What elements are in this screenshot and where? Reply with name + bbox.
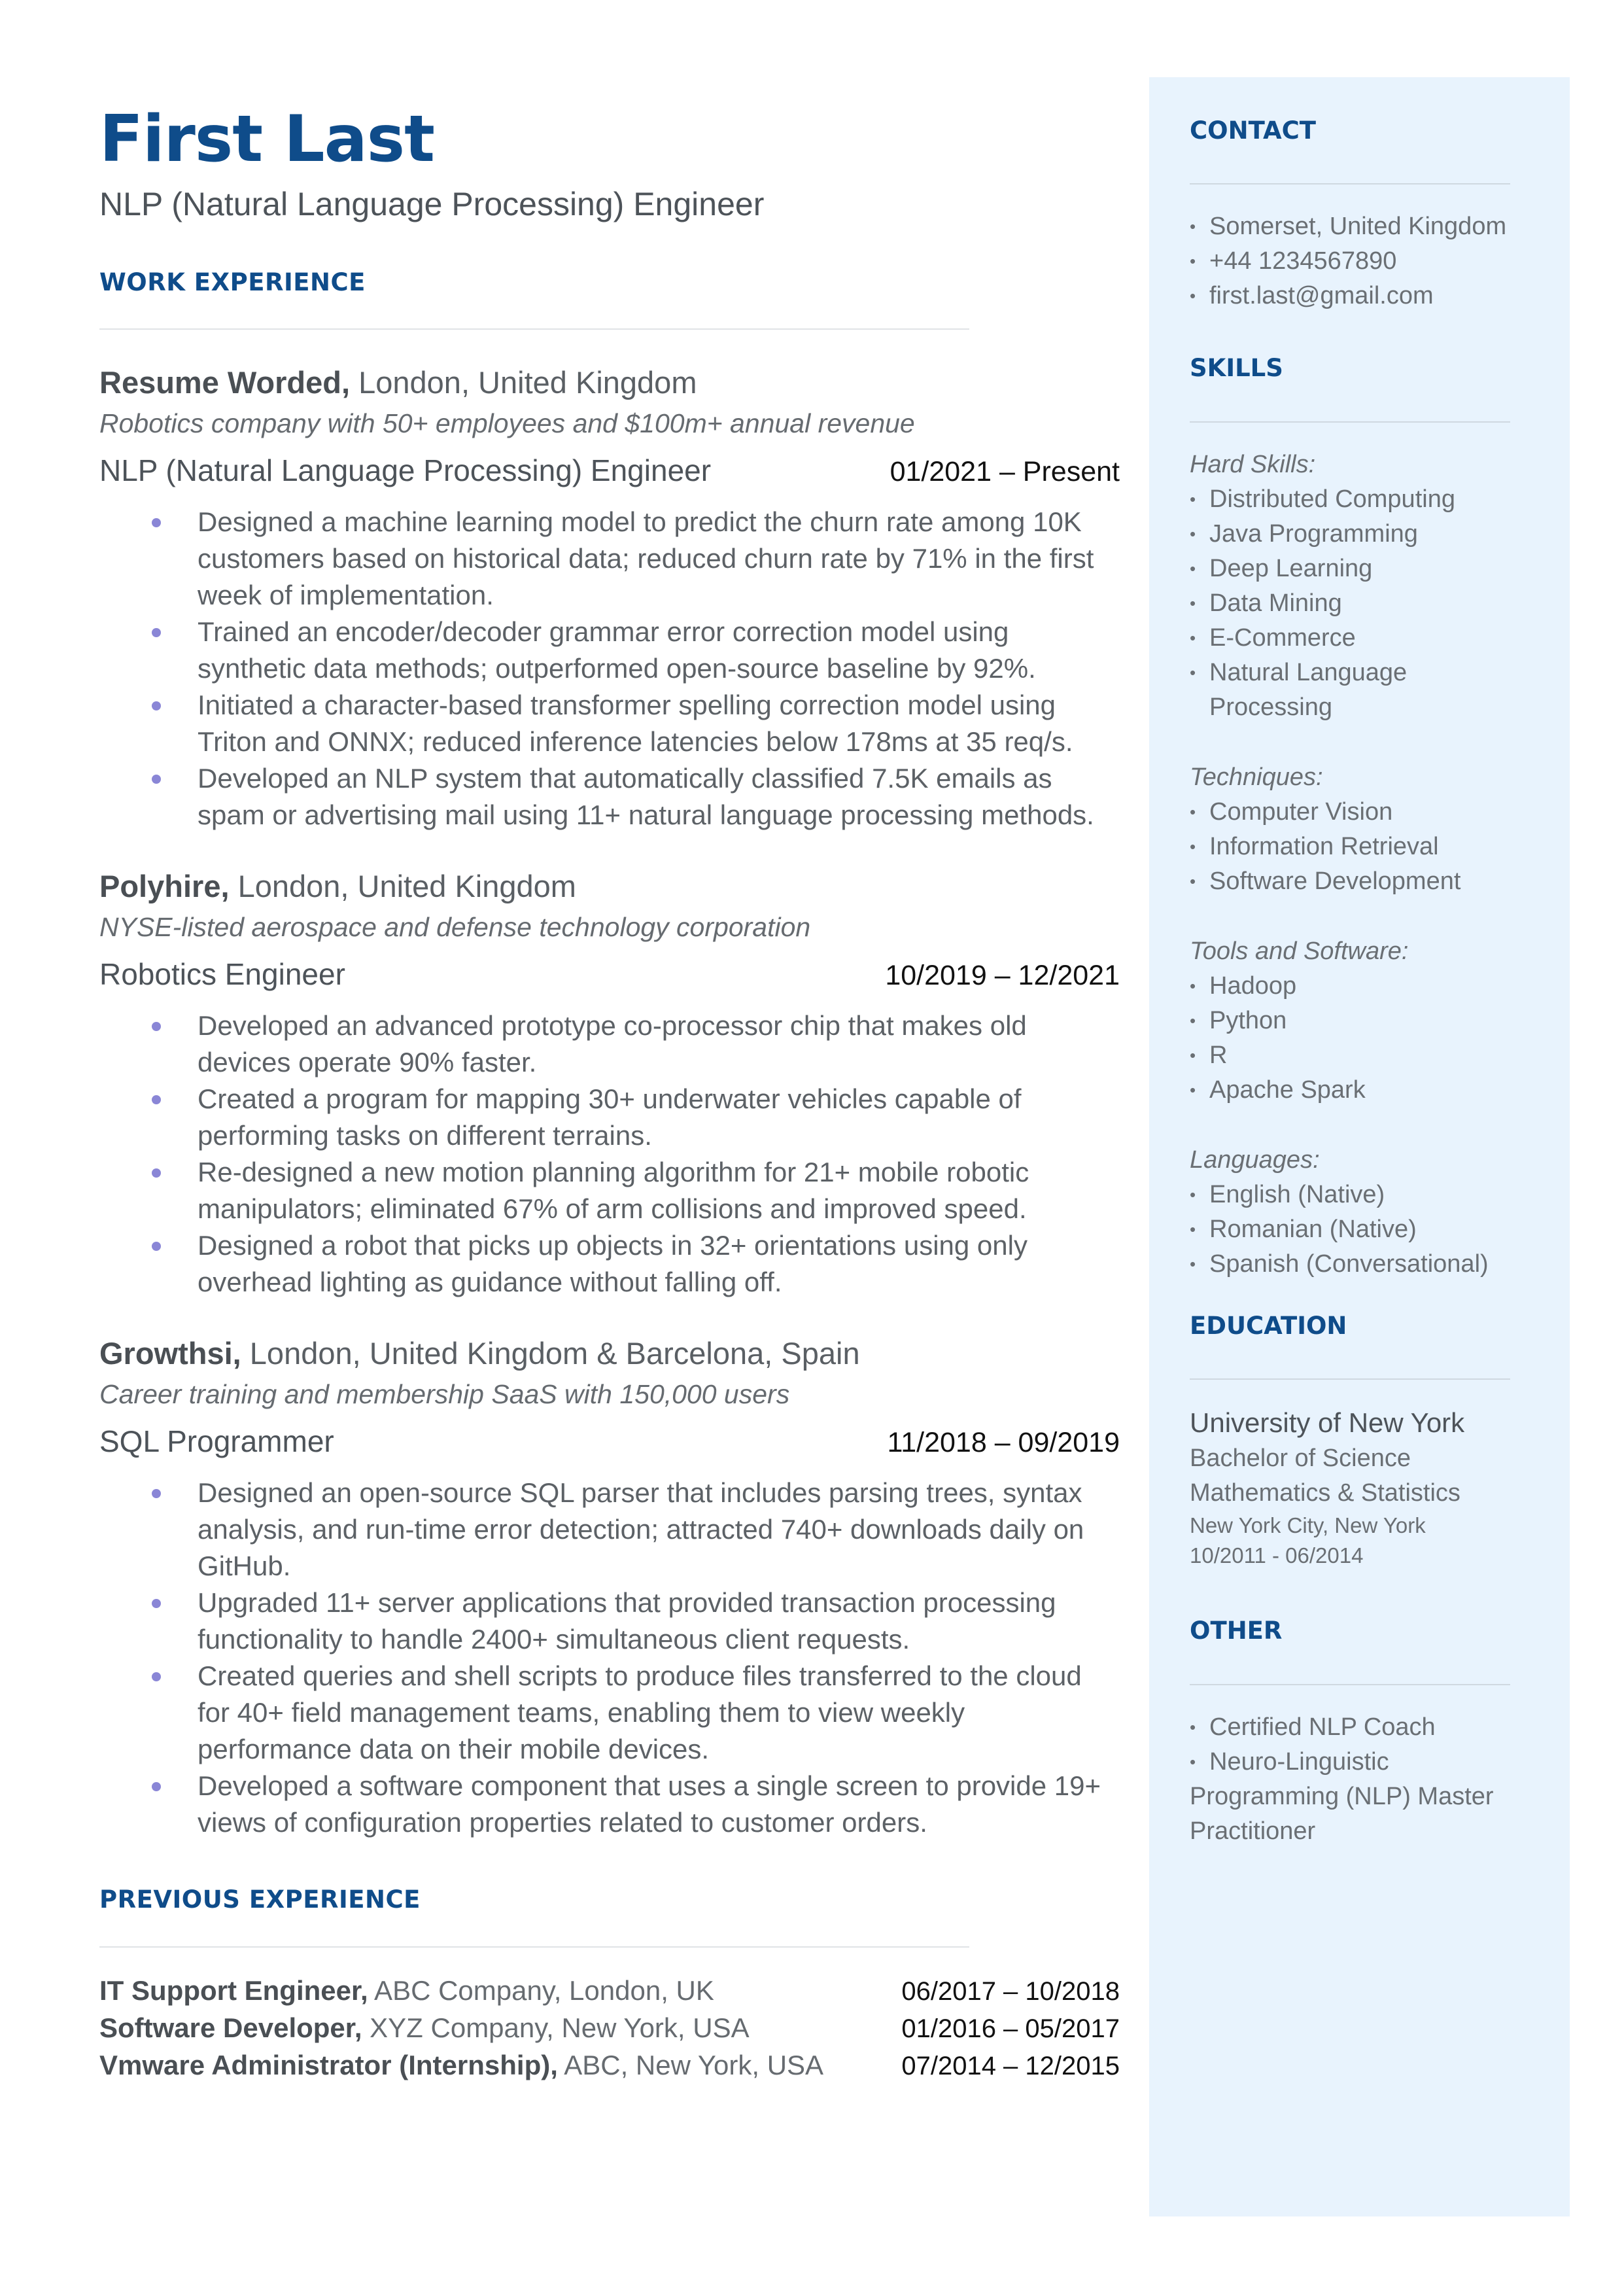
skill-item: • Java Programming — [1190, 517, 1530, 552]
achievement-item: Re-designed a new motion planning algorithm for 21+ mobile robotic manipulators; eliminated 67% of arm collisions and improved speed. — [99, 1154, 1120, 1227]
achievement-item: Designed a machine learning model to predict the churn rate among 10K customers based on historical data; reduced churn rate by 71% in the first week of implementation. — [99, 504, 1120, 614]
job-dates: 11/2018 – 09/2019 — [887, 1427, 1120, 1459]
company-description: Robotics company with 50+ employees and $100m+ annual revenue — [99, 408, 915, 438]
previous-role: Vmware Administrator (Internship), — [99, 2049, 558, 2080]
achievement-item: Designed a robot that picks up objects in 32+ orientations using only overhead lighting as guidance without falling off. — [99, 1227, 1120, 1301]
company-name: Growthsi, — [99, 1336, 241, 1371]
previous-role-line — [99, 1972, 714, 2009]
skill-group-label: Tools and Software: — [1190, 937, 1409, 965]
section-divider — [99, 328, 969, 330]
skill-groups — [1190, 447, 1530, 1282]
previous-company: ABC, New York, USA — [557, 2049, 824, 2080]
skill-group-label: Languages: — [1190, 1146, 1320, 1174]
company-line — [99, 867, 1120, 906]
section-divider — [99, 1946, 969, 1948]
other-list — [1190, 1710, 1530, 1779]
achievement-item: Created a program for mapping 30+ underwater vehicles capable of performing tasks on different terrains. — [99, 1081, 1120, 1154]
previous-company: ABC Company, London, UK — [368, 1974, 714, 2006]
education-degree: Bachelor of Science — [1190, 1445, 1411, 1473]
spacer — [1190, 899, 1530, 934]
job-list — [99, 364, 1120, 1841]
previous-role: Software Developer, — [99, 2012, 362, 2043]
company-name: Polyhire, — [99, 869, 230, 904]
company-line — [99, 364, 1120, 402]
job-title: NLP (Natural Language Processing) Engineer — [99, 453, 712, 488]
skill-item: • Spanish (Conversational) — [1190, 1247, 1530, 1282]
company-location: London, United Kingdom & Barcelona, Spain — [241, 1336, 860, 1371]
achievement-item: Created queries and shell scripts to produce files transferred to the cloud for 40+ field management teams, enabling them to view weekly performance data on their mobile devices. — [99, 1658, 1120, 1768]
skill-item: • Software Development — [1190, 864, 1530, 899]
candidate-name: First Last — [99, 102, 434, 177]
achievement-item: Designed an open-source SQL parser that includes parsing trees, syntax analysis, and run-time error detection; attracted 740+ downloads daily on GitHub. — [99, 1475, 1120, 1585]
candidate-role: NLP (Natural Language Processing) Engineer — [99, 185, 765, 222]
section-divider — [1190, 1684, 1510, 1685]
job-title: SQL Programmer — [99, 1424, 334, 1459]
skill-group-label: Hard Skills: — [1190, 450, 1316, 478]
spacer — [1190, 725, 1530, 760]
education-school: University of New York — [1190, 1407, 1465, 1439]
education-dates: 10/2011 - 06/2014 — [1190, 1543, 1364, 1568]
section-divider — [1190, 1378, 1510, 1380]
skill-item: • Natural Language Processing — [1190, 656, 1530, 725]
skill-item: • Python — [1190, 1004, 1530, 1038]
work-experience-heading: WORK EXPERIENCE — [99, 268, 366, 296]
spacer — [1190, 1108, 1530, 1143]
other-item: • Neuro-Linguistic — [1190, 1745, 1530, 1779]
skill-item: • Apache Spark — [1190, 1073, 1530, 1108]
contact-item: • first.last@gmail.com — [1190, 279, 1530, 313]
achievement-item: Developed an advanced prototype co-processor chip that makes old devices operate 90% faster. — [99, 1007, 1120, 1081]
skill-item: • Computer Vision — [1190, 795, 1530, 830]
company-location: London, United Kingdom — [229, 869, 576, 904]
skill-list — [1190, 482, 1530, 725]
company-line — [99, 1335, 1120, 1373]
skill-item: • Deep Learning — [1190, 552, 1530, 586]
skill-list — [1190, 1178, 1530, 1282]
other-item-continued: Programming (NLP) Master Practitioner — [1190, 1782, 1494, 1845]
section-divider — [1190, 183, 1510, 184]
job-entry — [99, 1335, 1120, 1841]
sidebar — [1149, 77, 1570, 2216]
contact-item: • +44 1234567890 — [1190, 244, 1530, 279]
achievement-item: Initiated a character-based transformer spelling correction model using Triton and ONNX; reduced inference latencies below 178ms at 35 req/s. — [99, 687, 1120, 760]
previous-dates: 01/2016 – 05/2017 — [901, 2014, 1120, 2043]
job-dates: 01/2021 – Present — [890, 456, 1120, 488]
company-name: Resume Worded, — [99, 365, 351, 400]
previous-role-line — [99, 2047, 823, 2084]
skill-item: • English (Native) — [1190, 1178, 1530, 1212]
company-description: NYSE-listed aerospace and defense technology corporation — [99, 911, 811, 942]
job-title-row — [99, 451, 1120, 491]
previous-dates: 07/2014 – 12/2015 — [901, 2051, 1120, 2080]
skill-item: • Distributed Computing — [1190, 482, 1530, 517]
skill-item: • Information Retrieval — [1190, 830, 1530, 864]
skill-item: • E-Commerce — [1190, 621, 1530, 656]
job-entry — [99, 867, 1120, 1301]
previous-experience-list — [99, 1972, 1120, 2084]
skill-item: • Hadoop — [1190, 969, 1530, 1004]
previous-experience-row — [99, 2010, 1120, 2047]
skill-list — [1190, 795, 1530, 899]
job-title: Robotics Engineer — [99, 957, 345, 992]
previous-experience-heading: PREVIOUS EXPERIENCE — [99, 1885, 421, 1914]
education-field: Mathematics & Statistics — [1190, 1479, 1460, 1507]
job-title-row — [99, 955, 1120, 994]
achievement-list — [99, 1007, 1120, 1301]
contact-item: • Somerset, United Kingdom — [1190, 209, 1530, 244]
education-heading: EDUCATION — [1190, 1311, 1347, 1340]
skill-group — [1190, 447, 1530, 725]
contact-list — [1190, 209, 1530, 313]
section-divider — [1190, 421, 1510, 423]
previous-role: IT Support Engineer, — [99, 1974, 368, 2006]
contact-heading: CONTACT — [1190, 116, 1316, 145]
job-entry — [99, 364, 1120, 833]
company-description: Career training and membership SaaS with 150,000 users — [99, 1379, 790, 1409]
previous-role-line — [99, 2010, 750, 2046]
company-location: London, United Kingdom — [350, 365, 697, 400]
achievement-list — [99, 504, 1120, 833]
skill-list — [1190, 969, 1530, 1108]
job-dates: 10/2019 – 12/2021 — [885, 960, 1120, 992]
skill-group — [1190, 1108, 1530, 1282]
achievement-item: Trained an encoder/decoder grammar error correction model using synthetic data methods; outperformed open-source baseline by 92%. — [99, 614, 1120, 687]
previous-experience-row — [99, 1972, 1120, 2010]
main-column — [99, 102, 1120, 2084]
other-item: • Certified NLP Coach — [1190, 1710, 1530, 1745]
skill-group — [1190, 899, 1530, 1108]
achievement-list — [99, 1475, 1120, 1841]
skill-item: • Romanian (Native) — [1190, 1212, 1530, 1247]
achievement-item: Developed a software component that uses a single screen to provide 19+ views of configuration properties related to customer orders. — [99, 1768, 1120, 1841]
education-city: New York City, New York — [1190, 1513, 1426, 1538]
skills-heading: SKILLS — [1190, 354, 1283, 383]
skill-item: • Data Mining — [1190, 586, 1530, 621]
skill-group — [1190, 725, 1530, 899]
achievement-item: Upgraded 11+ server applications that provided transaction processing functionality to handle 2400+ simultaneous client requests. — [99, 1585, 1120, 1658]
other-heading: OTHER — [1190, 1617, 1283, 1645]
job-title-row — [99, 1422, 1120, 1462]
previous-company: XYZ Company, New York, USA — [362, 2012, 750, 2043]
skill-item: • R — [1190, 1038, 1530, 1073]
previous-dates: 06/2017 – 10/2018 — [901, 1976, 1120, 2006]
skill-group-label: Techniques: — [1190, 763, 1323, 791]
previous-experience-row — [99, 2047, 1120, 2084]
achievement-item: Developed an NLP system that automatically classified 7.5K emails as spam or advertising mail using 11+ natural language processing methods. — [99, 760, 1120, 833]
